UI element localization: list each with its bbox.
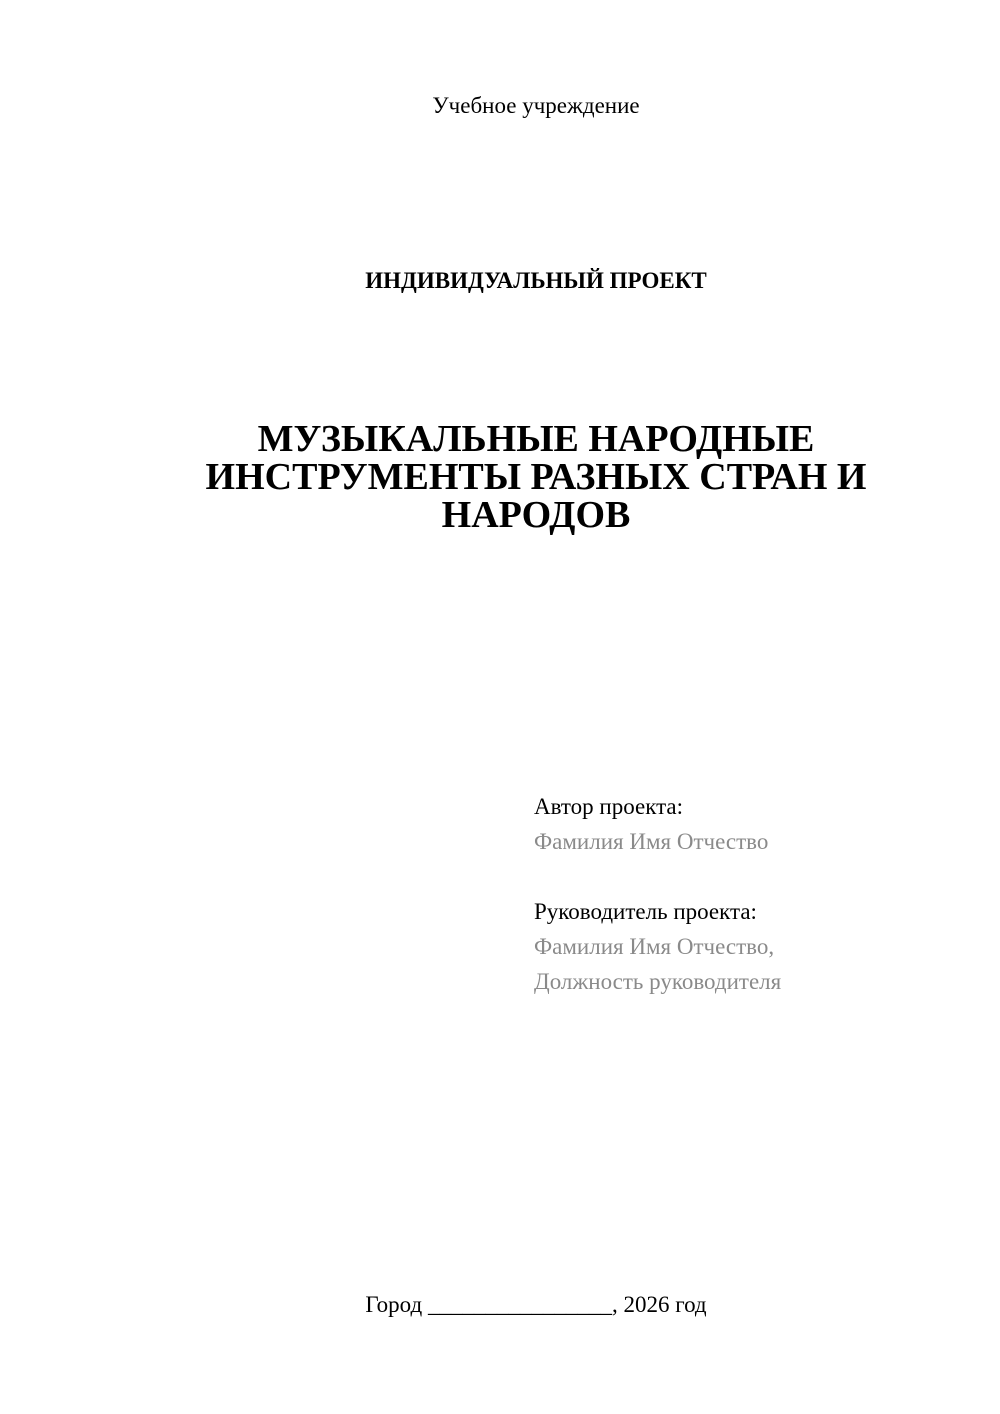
project-title-line-3: НАРОДОВ (441, 494, 631, 536)
institution-name: Учебное учреждение (432, 93, 640, 118)
supervisor-position: Должность руководителя (534, 969, 782, 994)
credits-spacer (534, 859, 781, 894)
project-credits (534, 789, 781, 999)
supervisor-label: Руководитель проекта: (534, 899, 757, 924)
project-title-line-2: ИНСТРУМЕНТЫ РАЗНЫХ СТРАН И (205, 456, 867, 498)
project-title (180, 420, 892, 534)
author-label: Автор проекта: (534, 794, 683, 819)
project-type-heading: ИНДИВИДУАЛЬНЫЙ ПРОЕКТ (365, 268, 707, 293)
author-name: Фамилия Имя Отчество (534, 829, 769, 854)
city-year-line: Город ________________, 2026 год (365, 1292, 707, 1317)
project-title-line-1: МУЗЫКАЛЬНЫЕ НАРОДНЫЕ (257, 418, 815, 460)
supervisor-name: Фамилия Имя Отчество, (534, 934, 775, 959)
